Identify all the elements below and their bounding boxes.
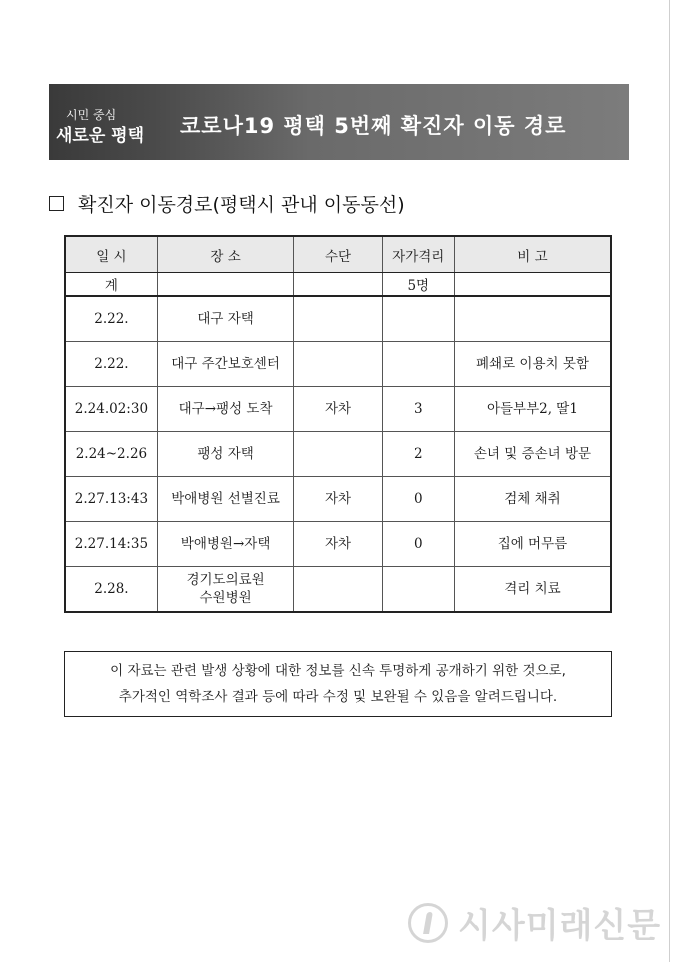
row-quarantine: 2 bbox=[382, 432, 454, 477]
row-quarantine bbox=[382, 567, 454, 613]
row-place bbox=[157, 567, 294, 613]
row-place: 대구→팽성 도착 bbox=[157, 387, 294, 432]
banner-subtitle: 시민 중심 bbox=[66, 108, 117, 122]
table-row bbox=[65, 342, 611, 387]
banner-title: 코로나19 평택 5번째 확진자 이동 경로 bbox=[180, 114, 567, 138]
table-header-row bbox=[65, 236, 611, 273]
row-date: 2.27.13:43 bbox=[65, 477, 157, 522]
route-table bbox=[64, 235, 612, 613]
row-date: 2.22. bbox=[65, 342, 157, 387]
total-place bbox=[157, 273, 294, 297]
table-row bbox=[65, 432, 611, 477]
table-row bbox=[65, 522, 611, 567]
row-note: 집에 머무름 bbox=[454, 522, 611, 567]
table-total-row bbox=[65, 273, 611, 297]
row-date: 2.24.02:30 bbox=[65, 387, 157, 432]
notice-line2: 추가적인 역학조사 결과 등에 따라 수정 및 보완될 수 있음을 알려드립니다. bbox=[118, 689, 558, 705]
row-quarantine: 3 bbox=[382, 387, 454, 432]
table-row bbox=[65, 296, 611, 342]
header-datetime: 일 시 bbox=[65, 236, 157, 273]
row-means bbox=[294, 567, 382, 613]
row-note: 검체 채취 bbox=[454, 477, 611, 522]
section-heading-text: 확진자 이동경로(평택시 관내 이동동선) bbox=[78, 194, 405, 216]
row-place: 박애병원 선별진료 bbox=[157, 477, 294, 522]
total-label: 계 bbox=[65, 273, 157, 297]
watermark-text: 시사미래신문 bbox=[458, 906, 662, 946]
notice-box bbox=[64, 651, 612, 717]
row-place: 대구 자택 bbox=[157, 296, 294, 342]
row-means: 자차 bbox=[294, 387, 382, 432]
row-means bbox=[294, 296, 382, 342]
row-quarantine: 0 bbox=[382, 522, 454, 567]
checkbox-icon bbox=[49, 196, 64, 211]
row-place: 박애병원→자택 bbox=[157, 522, 294, 567]
total-note bbox=[454, 273, 611, 297]
header-quarantine: 자가격리 bbox=[382, 236, 454, 273]
row-date: 2.22. bbox=[65, 296, 157, 342]
header-place: 장 소 bbox=[157, 236, 294, 273]
watermark bbox=[408, 898, 661, 947]
row-means: 자차 bbox=[294, 477, 382, 522]
table-row bbox=[65, 387, 611, 432]
table-row bbox=[65, 477, 611, 522]
total-means bbox=[294, 273, 382, 297]
row-place-line2: 수원병원 bbox=[199, 590, 252, 606]
row-place-line1: 경기도의료원 bbox=[186, 572, 265, 588]
table-row bbox=[65, 567, 611, 613]
row-quarantine bbox=[382, 342, 454, 387]
page-edge-line bbox=[669, 0, 670, 962]
row-place: 팽성 자택 bbox=[157, 432, 294, 477]
total-quarantine: 5명 bbox=[382, 273, 454, 297]
row-date: 2.28. bbox=[65, 567, 157, 613]
row-quarantine: 0 bbox=[382, 477, 454, 522]
row-note: 폐쇄로 이용치 못함 bbox=[454, 342, 611, 387]
row-note: 손녀 및 증손녀 방문 bbox=[454, 432, 611, 477]
row-means bbox=[294, 342, 382, 387]
row-quarantine bbox=[382, 296, 454, 342]
row-note bbox=[454, 296, 611, 342]
row-note: 아들부부2, 딸1 bbox=[454, 387, 611, 432]
row-means bbox=[294, 432, 382, 477]
row-date: 2.24~2.26 bbox=[65, 432, 157, 477]
header-note: 비 고 bbox=[454, 236, 611, 273]
row-place: 대구 주간보호센터 bbox=[157, 342, 294, 387]
row-means: 자차 bbox=[294, 522, 382, 567]
row-note: 격리 치료 bbox=[454, 567, 611, 613]
banner-brand: 새로운 평택 bbox=[56, 126, 145, 146]
notice-line1: 이 자료는 관련 발생 상황에 대한 정보를 신속 투명하게 공개하기 위한 것으로, bbox=[110, 663, 566, 679]
pen-nib-logo-icon bbox=[408, 903, 448, 943]
header-means: 수단 bbox=[294, 236, 382, 273]
section-heading bbox=[49, 190, 405, 217]
row-date: 2.27.14:35 bbox=[65, 522, 157, 567]
